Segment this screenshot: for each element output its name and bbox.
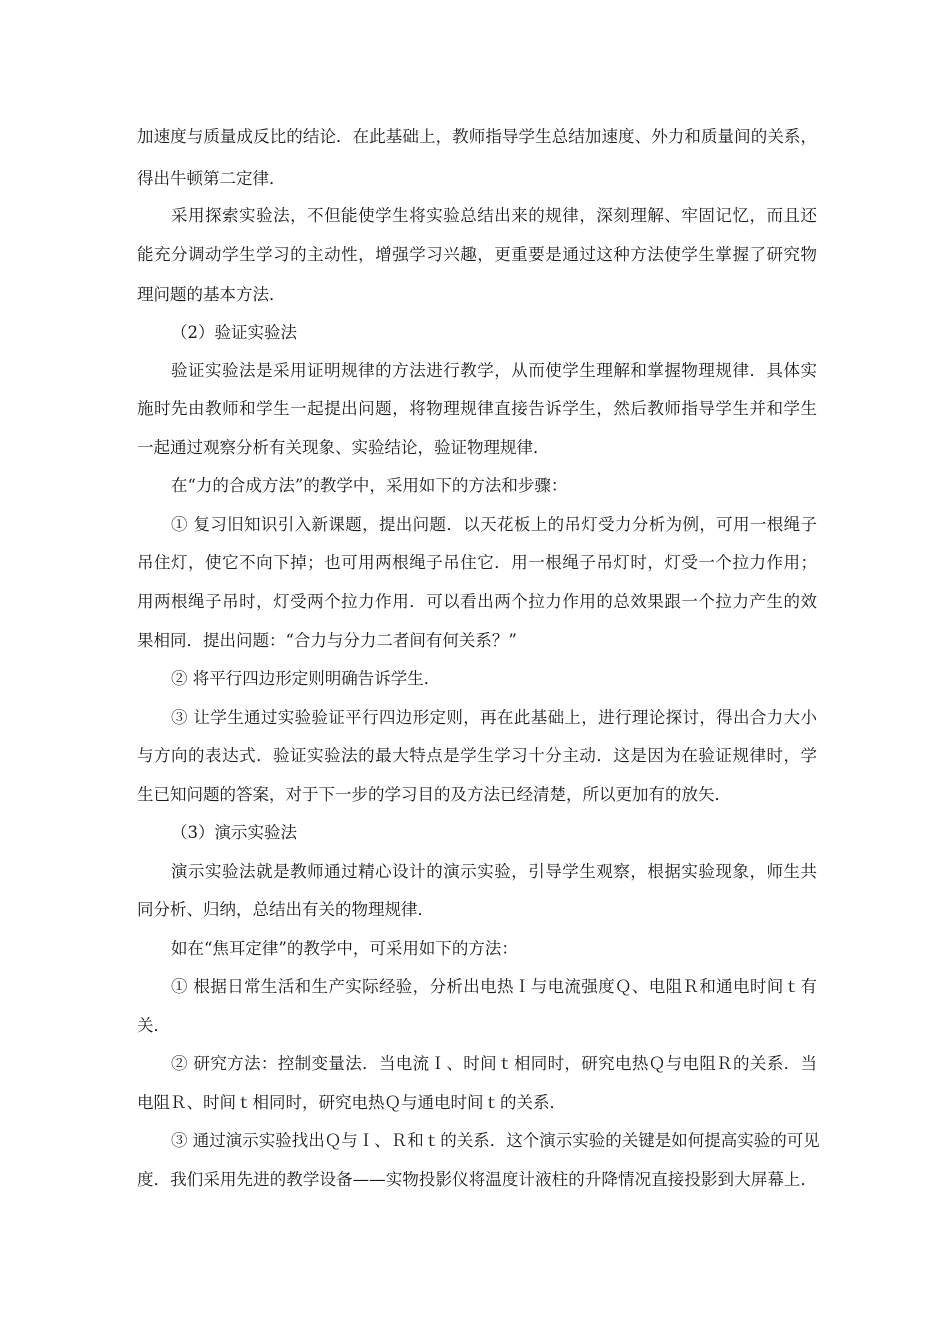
section-heading: （2）验证实验法 [171,323,297,342]
text-line: 验证实验法是采用证明规律的方法进行教学，从而使学生理解和掌握物理规律．具体实 [171,361,817,380]
text-line: 施时先由教师和学生一起提出问题，将物理规律直接告诉学生，然后教师指导学生并和学生 [137,399,817,418]
text-line: ① 复习旧知识引入新课题，提出问题．以天花板上的吊灯受力分析为例，可用一根绳子 [171,515,817,534]
text-line: 度．我们采用先进的教学设备——实物投影仪将温度计液柱的升降情况直接投影到大屏幕上． [137,1170,817,1189]
text-line: 一起通过观察分析有关现象、实验结论，验证物理规律． [137,438,550,457]
text-line: ② 研究方法：控制变量法．当电流Ｉ、时间ｔ相同时，研究电热Ｑ与电阻Ｒ的关系．当 [171,1054,817,1073]
text-line: 能充分调动学生学习的主动性，增强学习兴趣，更重要是通过这种方法使学生掌握了研究物 [137,245,817,264]
text-line: 与方向的表达式．验证实验法的最大特点是学生学习十分主动．这是因为在验证规律时，学 [137,746,817,765]
text-line: ③ 让学生通过实验验证平行四边形定则，再在此基础上，进行理论探讨，得出合力大小 [171,708,817,727]
text-line: 电阻Ｒ、时间ｔ相同时，研究电热Ｑ与通电时间ｔ的关系． [137,1093,566,1112]
text-line: 如在“焦耳定律”的教学中，可采用如下的方法： [171,939,518,958]
text-line: 果相同．提出问题：“合力与分力二者间有何关系？” [137,631,517,650]
text-line: 用两根绳子吊时，灯受两个拉力作用．可以看出两个拉力作用的总效果跟一个拉力产生的效 [137,592,817,611]
text-line: 理问题的基本方法． [137,285,286,304]
text-line: ③ 通过演示实验找出Ｑ与Ｉ、Ｒ和ｔ的关系．这个演示实验的关键是如何提高实验的可见 [171,1131,820,1150]
text-line: 加速度与质量成反比的结论．在此基础上，教师指导学生总结加速度、外力和质量间的关系， [137,127,817,146]
text-line: 吊住灯，使它不向下掉；也可用两根绳子吊住它．用一根绳子吊灯时，灯受一个拉力作用； [137,553,817,572]
text-line: 关． [137,1016,170,1035]
text-line: 生已知问题的答案，对于下一步的学习目的及方法已经清楚，所以更加有的放矢． [137,785,731,804]
text-line: ② 将平行四边形定则明确告诉学生． [171,669,441,688]
text-line: ① 根据日常生活和生产实际经验，分析出电热Ｉ与电流强度Ｑ、电阻Ｒ和通电时间ｔ有 [171,977,817,996]
section-heading: （3）演示实验法 [171,823,297,842]
text-line: 演示实验法就是教师通过精心设计的演示实验，引导学生观察，根据实验现象，师生共 [171,862,817,881]
text-line: 在“力的合成方法”的教学中，采用如下的方法和步骤： [171,476,568,495]
text-line: 得出牛顿第二定律． [137,169,286,188]
text-line: 同分析、归纳，总结出有关的物理规律． [137,900,434,919]
text-line: 采用探索实验法，不但能使学生将实验总结出来的规律，深刻理解、牢固记忆，而且还 [171,206,817,225]
